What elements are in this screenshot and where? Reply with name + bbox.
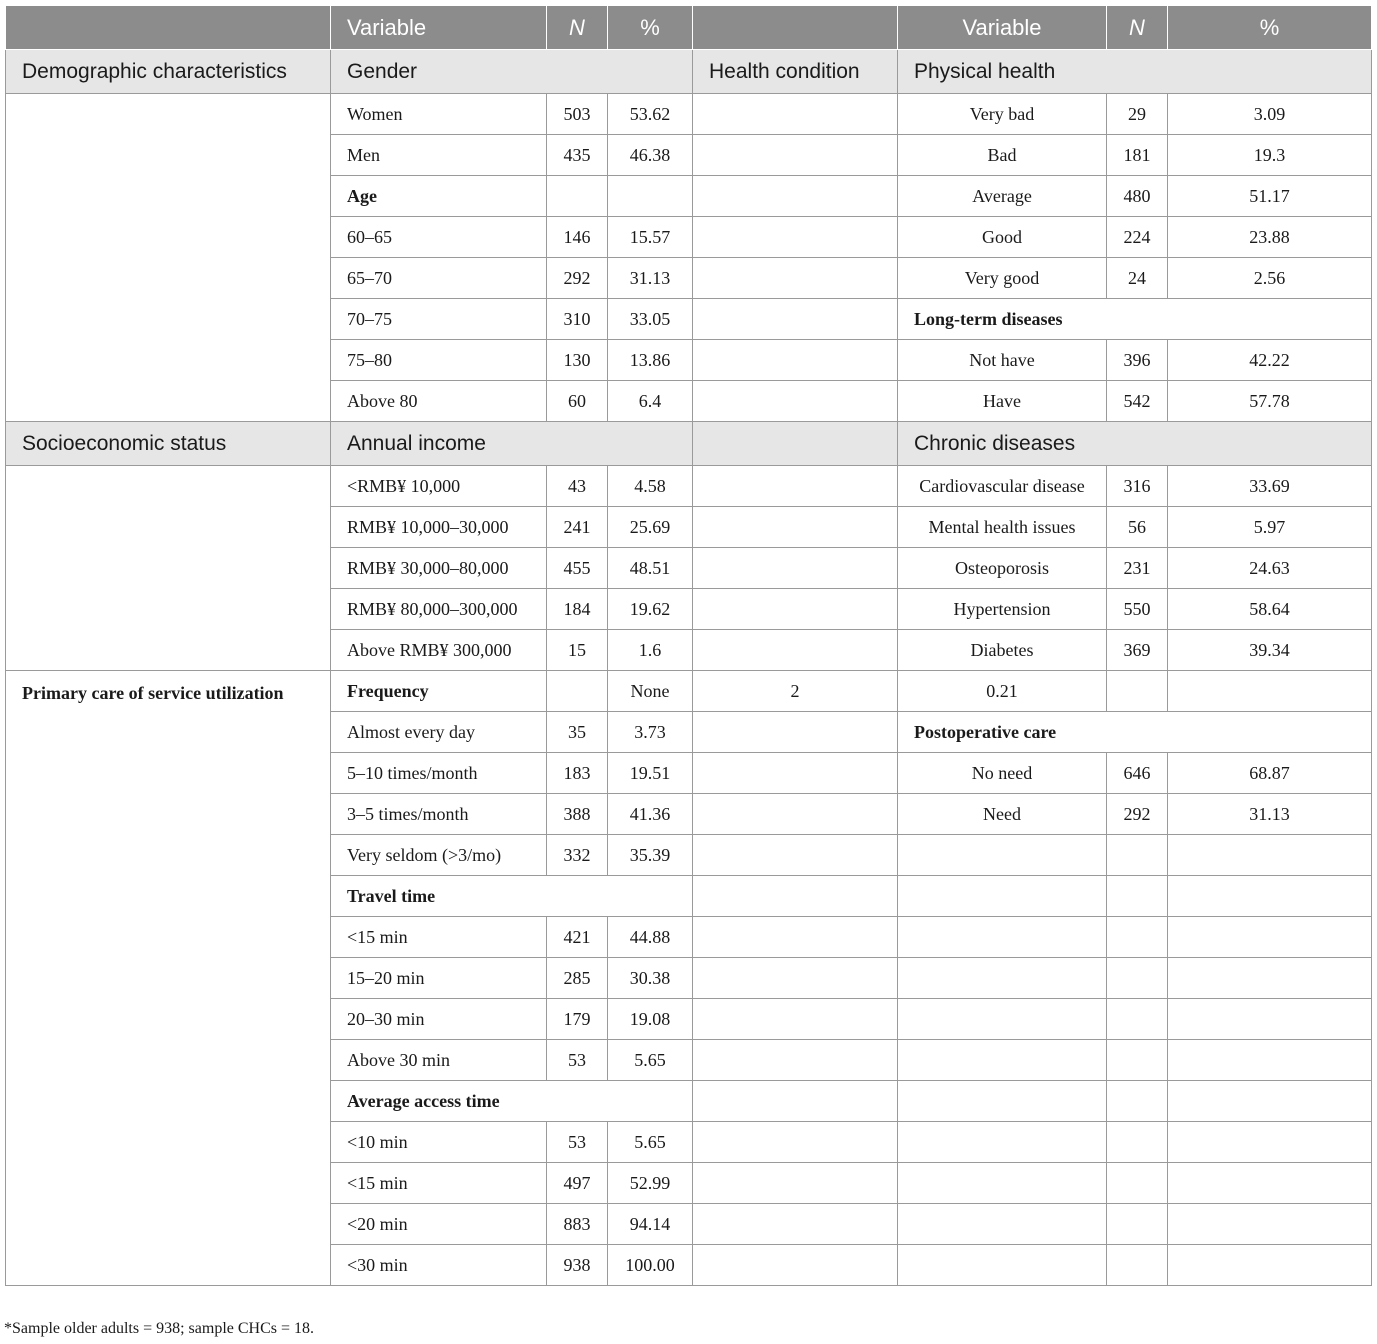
right-percent-cell: 2.56 (1168, 258, 1372, 299)
left-n-cell: 332 (547, 835, 608, 876)
left-n-cell: 455 (547, 548, 608, 589)
left-variable-cell: 65–70 (331, 258, 547, 299)
left-n-cell: 130 (547, 340, 608, 381)
right-percent-cell: 68.87 (1168, 753, 1372, 794)
right-variable-cell: No need (898, 753, 1107, 794)
right-variable-cell: Very good (898, 258, 1107, 299)
left-percent-cell: 15.57 (608, 217, 693, 258)
left-variable-cell: Almost every day (331, 712, 547, 753)
right-percent-cell (1168, 1163, 1372, 1204)
left-variable-cell: <15 min (331, 917, 547, 958)
left-variable-cell: Average access time (331, 1081, 693, 1122)
left-percent-cell: 46.38 (608, 135, 693, 176)
left-variable-cell: Age (331, 176, 547, 217)
right-percent-cell: 31.13 (1168, 794, 1372, 835)
left-n-cell: 43 (547, 466, 608, 507)
left-variable-cell: 75–80 (331, 340, 547, 381)
left-percent-cell: 1.6 (608, 630, 693, 671)
left-percent-cell: 13.86 (608, 340, 693, 381)
right-n-cell: 29 (1107, 94, 1168, 135)
middle-cell: 2 (693, 671, 898, 712)
left-n-cell: 15 (547, 630, 608, 671)
middle-cell (693, 835, 898, 876)
right-percent-cell (1168, 1245, 1372, 1286)
left-percent-cell: 33.05 (608, 299, 693, 340)
left-n-cell: 241 (547, 507, 608, 548)
left-n-cell: 497 (547, 1163, 608, 1204)
right-variable-cell: Osteoporosis (898, 548, 1107, 589)
left-n-cell (547, 176, 608, 217)
left-n-cell: 53 (547, 1122, 608, 1163)
middle-cell (693, 1122, 898, 1163)
header-left-variable: Variable (331, 6, 547, 50)
left-percent-cell: 25.69 (608, 507, 693, 548)
right-variable-cell: 0.21 (898, 671, 1107, 712)
left-variable-cell: RMB¥ 30,000–80,000 (331, 548, 547, 589)
right-variable-cell: Need (898, 794, 1107, 835)
right-percent-cell: 33.69 (1168, 466, 1372, 507)
section-demographic: Demographic characteristics (6, 50, 331, 94)
left-n-cell: 183 (547, 753, 608, 794)
left-variable-cell: Women (331, 94, 547, 135)
left-n-cell: 60 (547, 381, 608, 422)
left-percent-cell: 5.65 (608, 1122, 693, 1163)
left-variable-cell: Above 30 min (331, 1040, 547, 1081)
right-n-cell (1107, 1204, 1168, 1245)
left-variable-cell: 5–10 times/month (331, 753, 547, 794)
left-percent-cell: 5.65 (608, 1040, 693, 1081)
left-variable-cell: <30 min (331, 1245, 547, 1286)
middle-cell (693, 794, 898, 835)
right-percent-cell: 19.3 (1168, 135, 1372, 176)
right-n-cell: 480 (1107, 176, 1168, 217)
section-primary-care: Primary care of service utilization (6, 671, 331, 1286)
right-variable-cell: Postoperative care (898, 712, 1372, 753)
right-percent-cell: 58.64 (1168, 589, 1372, 630)
right-variable-cell (898, 999, 1107, 1040)
right-n-cell (1107, 999, 1168, 1040)
header-blank (6, 6, 331, 50)
section-row-demographic (6, 50, 1372, 94)
right-variable-cell: Diabetes (898, 630, 1107, 671)
right-n-cell (1107, 835, 1168, 876)
middle-cell (693, 1245, 898, 1286)
right-n-cell (1107, 1081, 1168, 1122)
middle-cell (693, 958, 898, 999)
right-percent-cell: 51.17 (1168, 176, 1372, 217)
right-variable-cell (898, 1204, 1107, 1245)
middle-cell (693, 1040, 898, 1081)
middle-cell (693, 94, 898, 135)
subsection-physical-health: Physical health (898, 50, 1372, 94)
right-variable-cell: Very bad (898, 94, 1107, 135)
table-row (6, 671, 1372, 712)
section-row-socioeconomic (6, 422, 1372, 466)
right-percent-cell: 42.22 (1168, 340, 1372, 381)
left-percent-cell: 44.88 (608, 917, 693, 958)
right-n-cell: 292 (1107, 794, 1168, 835)
left-variable-cell: Travel time (331, 876, 693, 917)
right-percent-cell: 23.88 (1168, 217, 1372, 258)
right-variable-cell (898, 1245, 1107, 1286)
left-n-cell: 285 (547, 958, 608, 999)
left-variable-cell: 70–75 (331, 299, 547, 340)
right-variable-cell: Good (898, 217, 1107, 258)
middle-cell (693, 753, 898, 794)
right-n-cell: 396 (1107, 340, 1168, 381)
right-percent-cell (1168, 876, 1372, 917)
right-n-cell: 550 (1107, 589, 1168, 630)
right-percent-cell (1168, 1122, 1372, 1163)
right-n-cell (1107, 671, 1168, 712)
middle-cell (693, 466, 898, 507)
left-n-cell: 184 (547, 589, 608, 630)
right-variable-cell (898, 876, 1107, 917)
right-variable-cell (898, 1163, 1107, 1204)
section-middle-blank (693, 422, 898, 466)
section-health-condition: Health condition (693, 50, 898, 94)
left-percent-cell: 53.62 (608, 94, 693, 135)
left-n-cell: 179 (547, 999, 608, 1040)
middle-cell (693, 876, 898, 917)
category-cell (6, 466, 331, 671)
left-variable-cell: Above RMB¥ 300,000 (331, 630, 547, 671)
left-percent-cell: 48.51 (608, 548, 693, 589)
right-variable-cell (898, 835, 1107, 876)
left-n-cell: 938 (547, 1245, 608, 1286)
right-n-cell: 224 (1107, 217, 1168, 258)
middle-cell (693, 217, 898, 258)
right-variable-cell (898, 1081, 1107, 1122)
right-percent-cell: 57.78 (1168, 381, 1372, 422)
right-n-cell: 181 (1107, 135, 1168, 176)
left-n-cell: 292 (547, 258, 608, 299)
right-variable-cell: Cardiovascular disease (898, 466, 1107, 507)
right-n-cell: 542 (1107, 381, 1168, 422)
right-variable-cell (898, 958, 1107, 999)
left-percent-cell: None (608, 671, 693, 712)
right-variable-cell: Not have (898, 340, 1107, 381)
right-variable-cell (898, 1040, 1107, 1081)
subsection-chronic-diseases: Chronic diseases (898, 422, 1372, 466)
right-variable-cell: Average (898, 176, 1107, 217)
left-variable-cell: RMB¥ 10,000–30,000 (331, 507, 547, 548)
right-percent-cell (1168, 958, 1372, 999)
left-variable-cell: <20 min (331, 1204, 547, 1245)
middle-cell (693, 340, 898, 381)
left-variable-cell: 15–20 min (331, 958, 547, 999)
middle-cell (693, 630, 898, 671)
left-n-cell: 388 (547, 794, 608, 835)
left-percent-cell: 19.51 (608, 753, 693, 794)
left-percent-cell: 100.00 (608, 1245, 693, 1286)
middle-cell (693, 917, 898, 958)
left-percent-cell (608, 176, 693, 217)
left-n-cell: 883 (547, 1204, 608, 1245)
left-variable-cell: 60–65 (331, 217, 547, 258)
left-n-cell (547, 671, 608, 712)
middle-cell (693, 589, 898, 630)
right-n-cell (1107, 917, 1168, 958)
right-n-cell: 231 (1107, 548, 1168, 589)
right-variable-cell: Hypertension (898, 589, 1107, 630)
middle-cell (693, 135, 898, 176)
left-variable-cell: <15 min (331, 1163, 547, 1204)
right-variable-cell: Mental health issues (898, 507, 1107, 548)
right-variable-cell: Bad (898, 135, 1107, 176)
header-right-n: N (1107, 6, 1168, 50)
left-n-cell: 35 (547, 712, 608, 753)
left-n-cell: 53 (547, 1040, 608, 1081)
left-percent-cell: 35.39 (608, 835, 693, 876)
left-percent-cell: 30.38 (608, 958, 693, 999)
left-variable-cell: Above 80 (331, 381, 547, 422)
header-blank-middle (693, 6, 898, 50)
right-percent-cell (1168, 1040, 1372, 1081)
header-left-n: N (547, 6, 608, 50)
middle-cell (693, 1163, 898, 1204)
middle-cell (693, 258, 898, 299)
left-n-cell: 310 (547, 299, 608, 340)
left-percent-cell: 4.58 (608, 466, 693, 507)
category-cell (6, 94, 331, 422)
header-right-variable: Variable (898, 6, 1107, 50)
left-variable-cell: 20–30 min (331, 999, 547, 1040)
left-variable-cell: <10 min (331, 1122, 547, 1163)
left-n-cell: 146 (547, 217, 608, 258)
middle-cell (693, 712, 898, 753)
data-table (5, 5, 1372, 1286)
middle-cell (693, 507, 898, 548)
left-percent-cell: 3.73 (608, 712, 693, 753)
left-percent-cell: 19.08 (608, 999, 693, 1040)
middle-cell (693, 176, 898, 217)
right-percent-cell: 39.34 (1168, 630, 1372, 671)
right-variable-cell: Long-term diseases (898, 299, 1372, 340)
right-n-cell (1107, 1122, 1168, 1163)
middle-cell (693, 1081, 898, 1122)
right-n-cell (1107, 958, 1168, 999)
left-variable-cell: <RMB¥ 10,000 (331, 466, 547, 507)
right-percent-cell (1168, 835, 1372, 876)
middle-cell (693, 1204, 898, 1245)
header-right-percent: % (1168, 6, 1372, 50)
left-percent-cell: 41.36 (608, 794, 693, 835)
left-n-cell: 435 (547, 135, 608, 176)
header-row (6, 6, 1372, 50)
subsection-gender: Gender (331, 50, 693, 94)
left-variable-cell: RMB¥ 80,000–300,000 (331, 589, 547, 630)
left-percent-cell: 52.99 (608, 1163, 693, 1204)
right-variable-cell (898, 917, 1107, 958)
left-variable-cell: Frequency (331, 671, 547, 712)
right-percent-cell (1168, 1204, 1372, 1245)
right-n-cell: 316 (1107, 466, 1168, 507)
right-n-cell: 56 (1107, 507, 1168, 548)
right-percent-cell (1168, 999, 1372, 1040)
right-percent-cell (1168, 917, 1372, 958)
right-percent-cell (1168, 1081, 1372, 1122)
right-n-cell (1107, 1245, 1168, 1286)
right-variable-cell: Have (898, 381, 1107, 422)
right-n-cell (1107, 876, 1168, 917)
left-variable-cell: 3–5 times/month (331, 794, 547, 835)
left-percent-cell: 31.13 (608, 258, 693, 299)
right-variable-cell (898, 1122, 1107, 1163)
left-percent-cell: 6.4 (608, 381, 693, 422)
section-socioeconomic: Socioeconomic status (6, 422, 331, 466)
middle-cell (693, 999, 898, 1040)
left-n-cell: 421 (547, 917, 608, 958)
right-percent-cell: 3.09 (1168, 94, 1372, 135)
left-percent-cell: 94.14 (608, 1204, 693, 1245)
subsection-annual-income: Annual income (331, 422, 693, 466)
table-row (6, 466, 1372, 507)
right-n-cell: 24 (1107, 258, 1168, 299)
left-n-cell: 503 (547, 94, 608, 135)
right-percent-cell (1168, 671, 1372, 712)
left-percent-cell: 19.62 (608, 589, 693, 630)
middle-cell (693, 299, 898, 340)
table-footnote: *Sample older adults = 938; sample CHCs = 18. (4, 1320, 315, 1337)
left-variable-cell: Very seldom (>3/mo) (331, 835, 547, 876)
right-n-cell (1107, 1163, 1168, 1204)
right-n-cell: 646 (1107, 753, 1168, 794)
middle-cell (693, 381, 898, 422)
left-variable-cell: Men (331, 135, 547, 176)
right-percent-cell: 5.97 (1168, 507, 1372, 548)
right-percent-cell: 24.63 (1168, 548, 1372, 589)
right-n-cell: 369 (1107, 630, 1168, 671)
table-row (6, 94, 1372, 135)
header-left-percent: % (608, 6, 693, 50)
right-n-cell (1107, 1040, 1168, 1081)
middle-cell (693, 548, 898, 589)
